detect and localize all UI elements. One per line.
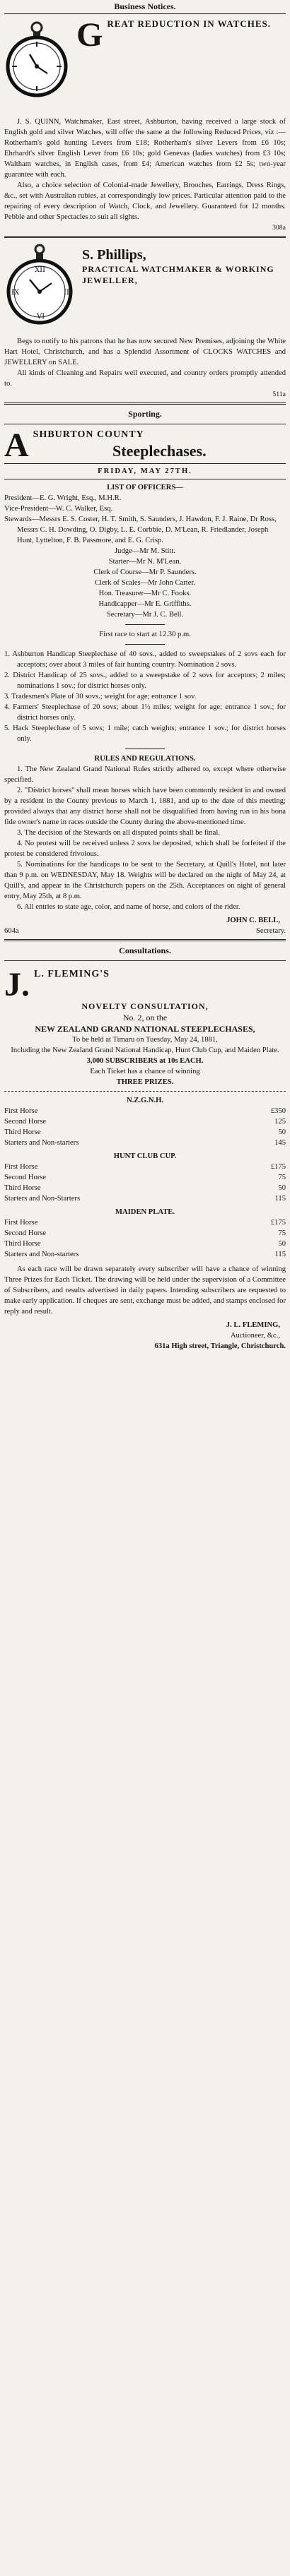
ad-ref: 511a [272, 390, 286, 398]
consultations-section [4, 946, 286, 1352]
prize-row: Second Horse 125 [4, 1118, 286, 1126]
prize-group-title: MAIDEN PLATE. [115, 1208, 175, 1216]
prize-group-title: N.Z.G.N.H. [126, 1097, 164, 1104]
consultation-line: 3,000 SUBSCRIBERS at 10s EACH. [86, 1057, 204, 1065]
drop-cap: A [4, 427, 29, 464]
officer-entry: Starter—Mr N. M'Lean. [108, 558, 182, 566]
signature-role: Auctioneer, &c., [230, 1332, 280, 1340]
svg-text:XII: XII [35, 266, 46, 274]
signature-name: JOHN C. BELL, [226, 917, 280, 924]
section-heading-sporting: Sporting. [128, 409, 162, 419]
divider [4, 13, 286, 14]
ad-ref: 308a [272, 224, 286, 232]
prize-row: Starters and Non-starters 115 [4, 1251, 286, 1258]
drop-cap: J. [4, 966, 30, 1003]
consultation-line: Including the New Zealand Grand National Handicap, Hunt Club Cup, and Maiden Plate. [11, 1046, 279, 1054]
divider [125, 624, 165, 625]
prize-row: First Horse £175 [4, 1163, 286, 1171]
section-heading-consultations: Consultations. [119, 946, 171, 955]
rule-entry: 4. No protest will be received unless 2 sovs be deposited, which shall be forfeited if the protest be considered frivolous. [4, 840, 286, 858]
divider [4, 939, 286, 941]
officer-entry: Stewards—Messrs E. S. Coster, H. T. Smith, S. Saunders, J. Hawdon, F. J. Raine, Dr Ross, Messrs C. H. Dowding, O. Digby, L. E. Corbbie, D. M'Lean, R. Friedlander, Joseph Hunt, Lyttelton, F. B. Passmore, and E. G. Crisp. [4, 515, 277, 544]
officer-entry: Vice-President—W. C. Walker, Esq. [4, 505, 113, 513]
divider [4, 1091, 286, 1092]
rules-heading: RULES AND REGULATIONS. [94, 755, 196, 763]
consultation-line: No. 2, on the [122, 1013, 168, 1022]
prize-row: First Horse £350 [4, 1107, 286, 1115]
start-time-note: First race to start at 12.30 p.m. [99, 631, 191, 638]
officers-heading: LIST OF OFFICERS— [107, 484, 183, 491]
ad-ref: 604a [4, 927, 19, 935]
rule-entry: 3. The decision of the Stewards on all disputed points shall be final. [17, 829, 220, 837]
consultation-paragraph: As each race will be drawn separately every subscriber will have a chance of winning Three Prizes for Each Ticket. The drawing will be held under the supervision of a Committee of Subscribers, and results advertised in daily papers. Intending subscribers are requested to make early application. If cheques are sent, exchange must be added, and stamps enclosed for reply and result. [4, 1265, 286, 1316]
rule-entry: 1. The New Zealand Grand National Rules strictly adhered to, except where otherwise specified. [4, 765, 286, 784]
event-date: FRIDAY, MAY 27TH. [98, 467, 192, 475]
race-entry: 4. Farmers' Steeplechase of 20 sovs; about 1½ miles; weight for age; entrance 1 sov.; for district horses only. [4, 703, 286, 722]
rule-entry: 6. All entries to state age, color, and name of horse, and colors of the rider. [17, 903, 240, 911]
svg-text:III: III [64, 289, 72, 297]
divider [4, 402, 286, 405]
signature-role: Secretary. [256, 927, 286, 935]
event-title-line-1: SHBURTON COUNTY [33, 429, 144, 440]
consultation-line: NEW ZEALAND GRAND NATIONAL STEEPLECHASES, [35, 1024, 255, 1034]
rule-entry: 5. Nominations for the handicaps to be sent to the Secretary, at Quill's Hotel, not later than 9 p.m. on WEDNESDAY, May 18. Weights will be declared on the night of May 24, at Quill's, and appear in the Christchurch papers on the 25th. Acceptances on night of general entry, May 25th, at 8 p.m. [4, 861, 286, 900]
signature-name: J. L. FLEMING, [226, 1321, 280, 1329]
svg-text:IX: IX [11, 289, 20, 297]
officer-entry: Clerk of Scales—Mr John Carter. [94, 579, 196, 587]
prize-row: Second Horse 75 [4, 1174, 286, 1181]
ad-paragraph: All kinds of Cleaning and Repairs well executed, and country orders promptly attended to. [4, 369, 286, 388]
divider [125, 644, 165, 645]
prize-row: First Horse £175 [4, 1219, 286, 1227]
prize-row: Third Horse 50 [4, 1128, 286, 1136]
event-title-line-2: Steeplechases. [112, 442, 207, 460]
officer-entry: Hon. Treasurer—Mr C. Fooks. [98, 590, 192, 597]
phillips-advertisement [4, 241, 286, 400]
phillips-trade: PRACTICAL WATCHMAKER & WORKING JEWELLER, [82, 264, 274, 285]
drop-cap: G [76, 16, 103, 54]
officer-entry: President—E. G. Wright, Esq., M.H.R. [4, 494, 122, 502]
consultation-owner: L. FLEMING'S [34, 969, 110, 979]
race-entry: 2. District Handicap of 25 sovs., added to a sweepstake of 2 sovs for acceptors; 2 miles; nominations 1 sov.; for district horses only. [4, 672, 286, 690]
officer-entry: Judge—Mr M. Stitt. [115, 547, 175, 555]
race-entry: 5. Hack Steeplechase of 5 sovs; 1 mile; catch weights; entrance 1 sov.; for district horses only. [4, 724, 286, 743]
prize-row: Third Horse 50 [4, 1240, 286, 1248]
officer-entry: Clerk of Course—Mr P. Saunders. [93, 568, 197, 576]
newspaper-page [4, 0, 286, 1352]
divider [4, 236, 286, 238]
prize-row: Starters and Non-starters 145 [4, 1139, 286, 1147]
sporting-section [4, 409, 286, 936]
consultation-line: To be held at Timaru on Tuesday, May 24, 1881, [72, 1036, 218, 1044]
divider [4, 463, 286, 464]
officer-entry: Secretary—Mr J. C. Bell. [106, 611, 184, 619]
prize-row: Third Horse 50 [4, 1184, 286, 1192]
section-heading-business: Business Notices. [114, 1, 176, 11]
race-entry: 1. Ashburton Handicap Steeplechase of 40 sovs., added to sweepstakes of 2 sovs each for acceptors; over about 3 miles of fair hunting country. Nomination 2 sovs. [4, 650, 286, 669]
clock-icon [4, 242, 75, 329]
phillips-name: S. Phillips, [82, 247, 146, 263]
consultation-line: THREE PRIZES. [116, 1078, 174, 1086]
consultation-line: NOVELTY CONSULTATION, [81, 1001, 209, 1011]
ad-paragraph: Also, a choice selection of Colonial-made Jewellery, Brooches, Earrings, Dress Rings, &c., set with Australian rubies, at correspondingly low prices. Particular attention paid to the repairing of every description of Watch, Clock, and Jewellery. Guaranteed for 12 months. Pebble and other Spectacles to suit all sights. [4, 181, 286, 221]
ad-paragraph: Begs to notify to his patrons that he has now secured New Premises, adjoining the White Hart Hotel, Christchurch, and has a Splendid Assortment of CLOCKS WATCHES and JEWELLERY on SALE. [4, 338, 286, 366]
ad-headline: REAT REDUCTION IN WATCHES. [107, 18, 271, 29]
rule-entry: 2. "District horses" shall mean horses which have been commonly resident in and owned by a resident in the County previous to March 1, 1881, and up to the date of this meeting; provided always that any district horse shall not be disqualified from having run in his bona fide owner's name in races outside the County during the above-mentioned time. [4, 787, 286, 826]
svg-text:VI: VI [37, 313, 45, 321]
prize-group-title: HUNT CLUB CUP. [113, 1152, 177, 1160]
address: 631a High street, Triangle, Christchurch. [154, 1342, 286, 1350]
ad-paragraph: J. S. QUINN, Watchmaker, East street, Ashburton, having received a large stock of English gold and silver Watches, will offer the same at the following Reduced Prices, viz :—Rotherham's gold hunting Levers from £18; Rotherham's silver Levers from £6 10s; Ehrhardt's silver English Lever from £6 10s; gold Genevas (ladies watches) from £3 10s; Waltham watches, in English cases, from £4; American watches from £2 5s; two-year guarantee with each. [4, 118, 286, 179]
prize-row: Starters and Non-Starters 115 [4, 1195, 286, 1203]
quinn-advertisement [4, 18, 286, 233]
race-entry: 3. Tradesmen's Plate of 30 sovs.; weight for age; entrance 1 sov. [4, 693, 197, 700]
officer-entry: Handicapper—Mr E. Griffiths. [98, 600, 192, 608]
pocket-watch-icon [4, 20, 69, 109]
divider [4, 960, 286, 961]
prize-row: Second Horse 75 [4, 1229, 286, 1237]
consultation-line: Each Ticket has a chance of winning [90, 1068, 200, 1075]
